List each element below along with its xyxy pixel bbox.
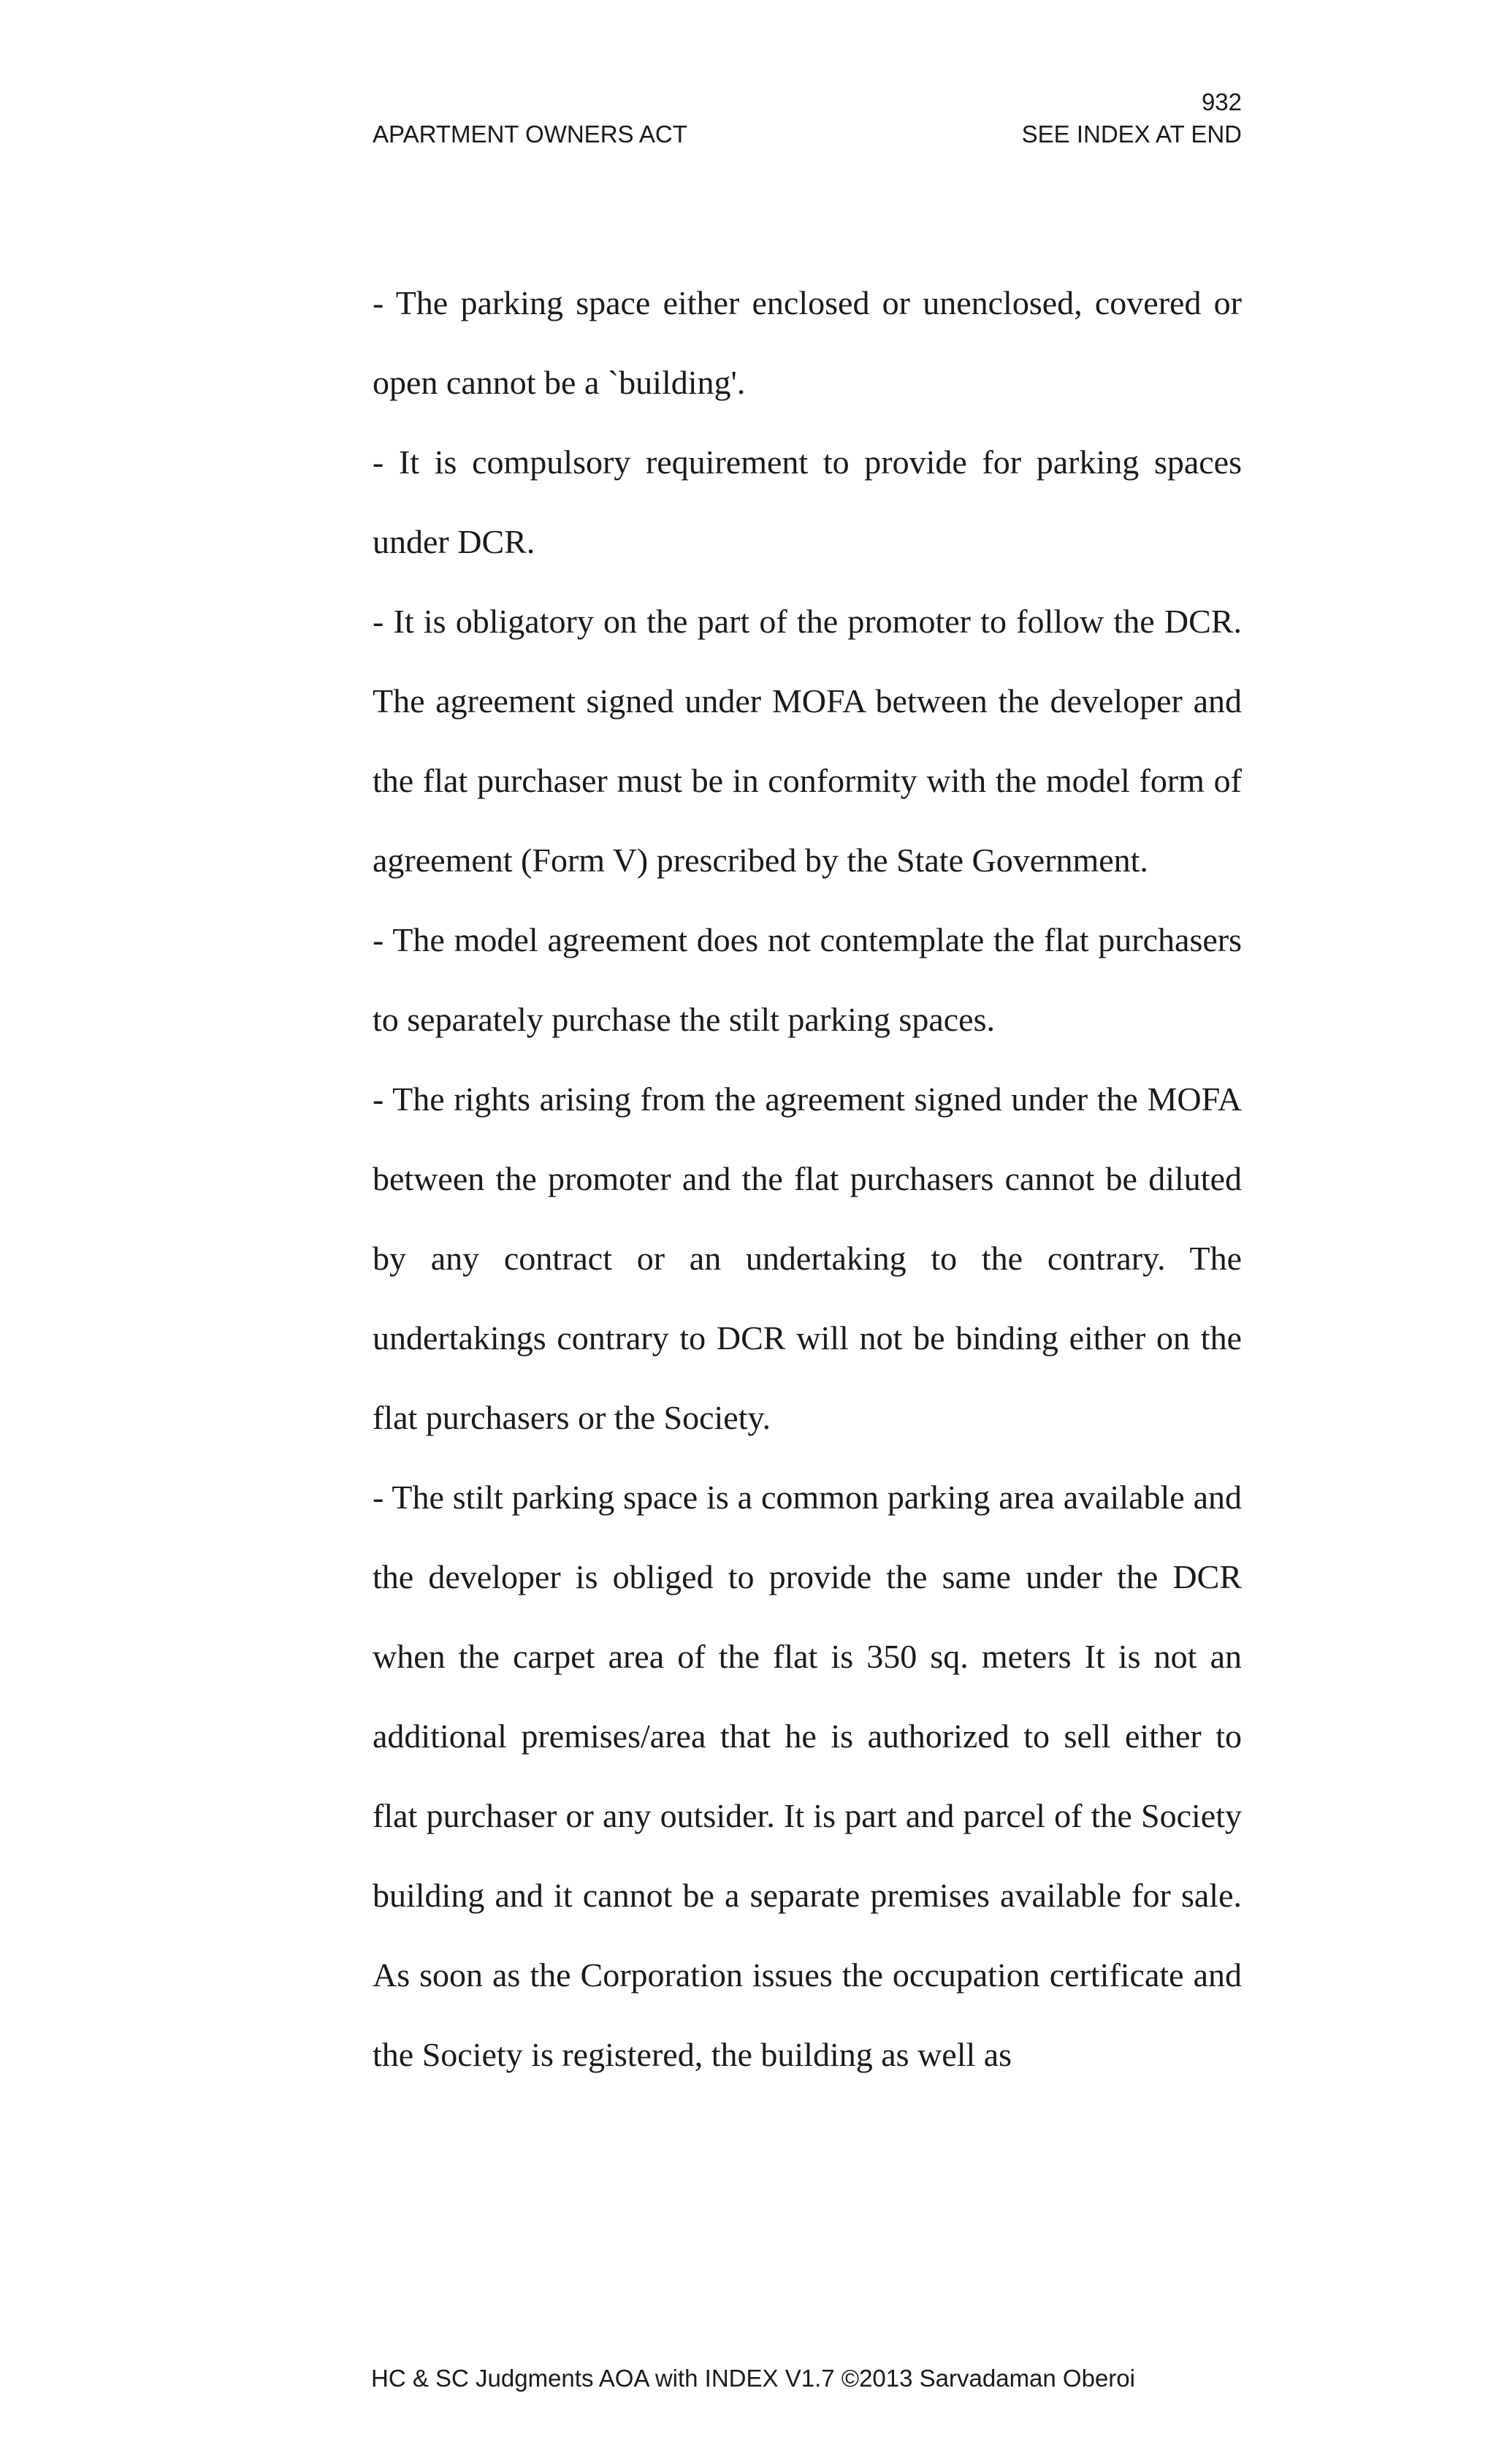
paragraph: - The model agreement does not contemplate the flat purchasers to separately purchase the stilt parking spaces.: [373, 921, 1242, 1038]
paragraph: - It is obligatory on the part of the promoter to follow the DCR. The agreement signed under MOFA between the developer and the flat purchaser must be in conformity with the model form of agreement (Form V) prescribed by the State Government.: [373, 603, 1242, 879]
paragraph: - The rights arising from the agreement signed under the MOFA between the promoter and the flat purchasers cannot be diluted by any contract or an undertaking to the contrary. The undertakings contrary to DCR will not be binding either on the flat purchasers or the Society.: [373, 1080, 1242, 1436]
page-number: 932: [1201, 88, 1242, 115]
body-text: [373, 263, 1242, 2094]
running-header-index-note: SEE INDEX AT END: [1021, 121, 1242, 148]
paragraph: - It is compulsory requirement to provide for parking spaces under DCR.: [373, 443, 1242, 560]
running-header: [373, 120, 1242, 149]
paragraph: - The parking space either enclosed or unenclosed, covered or open cannot be a `building'.: [373, 284, 1242, 401]
paragraph: - The stilt parking space is a common parking area available and the developer is obliged to provide the same under the DCR when the carpet area of the flat is 350 sq. meters It is not an additional premises/area that he is authorized to sell either to flat purchaser or any outsider. It is part and parcel of the Society building and it cannot be a separate premises available for sale. As soon as the Corporation issues the occupation certificate and the Society is registered, the building as well as: [373, 1479, 1242, 2073]
page-footer: HC & SC Judgments AOA with INDEX V1.7 ©2013 Sarvadaman Oberoi: [371, 2365, 1135, 2392]
running-header-title: APARTMENT OWNERS ACT: [373, 121, 687, 148]
